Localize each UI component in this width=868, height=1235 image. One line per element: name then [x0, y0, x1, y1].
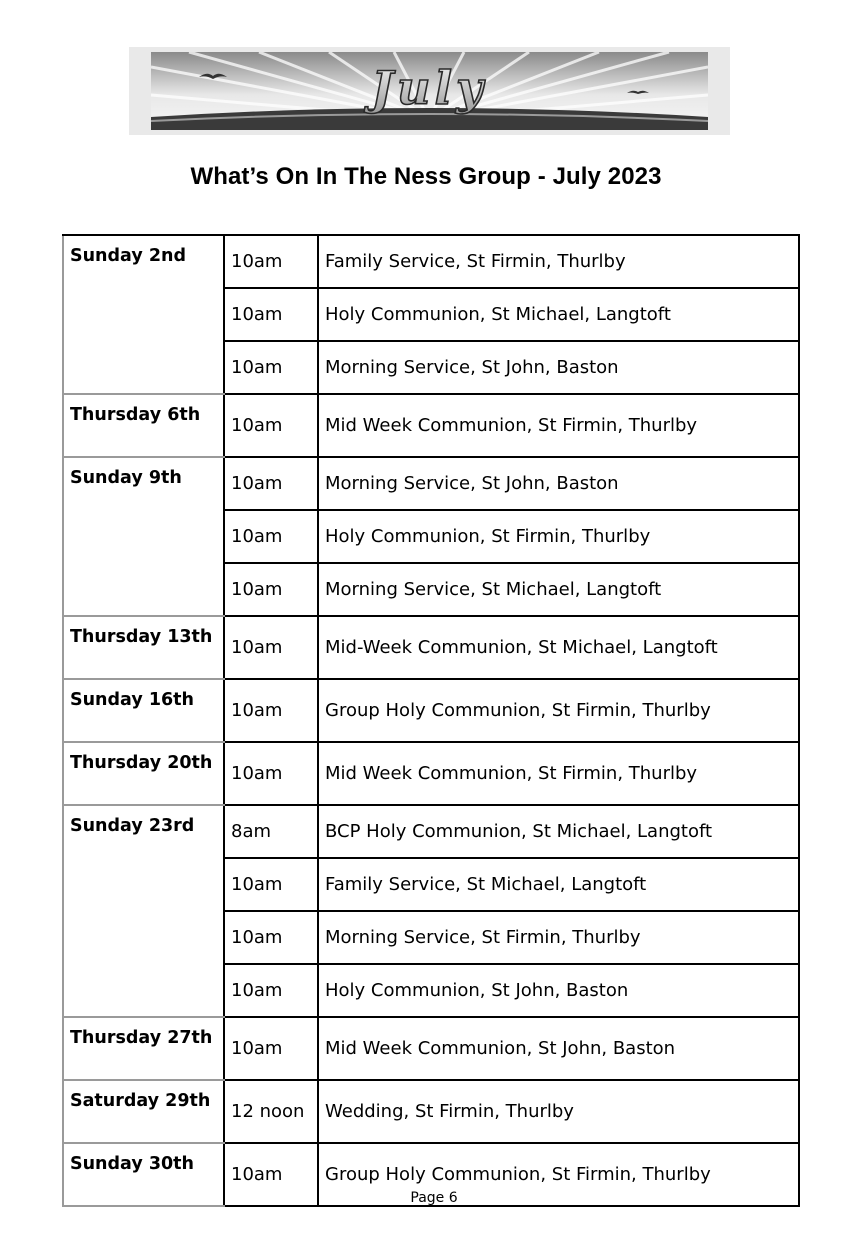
- time-cell: 10am: [224, 563, 318, 616]
- services-table: [62, 234, 800, 1207]
- time-cell: 10am: [224, 679, 318, 742]
- day-cell: Thursday 20th: [63, 742, 224, 805]
- table-row: [63, 394, 799, 457]
- table-row: [63, 1080, 799, 1143]
- day-cell: Sunday 9th: [63, 457, 224, 616]
- july-banner: [129, 47, 730, 135]
- event-cell: Morning Service, St John, Baston: [318, 457, 799, 510]
- table-row: [63, 616, 799, 679]
- event-cell: Wedding, St Firmin, Thurlby: [318, 1080, 799, 1143]
- event-cell: Mid Week Communion, St Firmin, Thurlby: [318, 394, 799, 457]
- time-cell: 10am: [224, 510, 318, 563]
- time-cell: 10am: [224, 911, 318, 964]
- day-cell: Thursday 6th: [63, 394, 224, 457]
- day-cell: Saturday 29th: [63, 1080, 224, 1143]
- event-cell: Mid Week Communion, St John, Baston: [318, 1017, 799, 1080]
- event-cell: Morning Service, St Michael, Langtoft: [318, 563, 799, 616]
- time-cell: 10am: [224, 288, 318, 341]
- time-cell: 10am: [224, 616, 318, 679]
- event-cell: Holy Communion, St Firmin, Thurlby: [318, 510, 799, 563]
- event-cell: Family Service, St Michael, Langtoft: [318, 858, 799, 911]
- table-row: [63, 457, 799, 510]
- time-cell: 8am: [224, 805, 318, 858]
- time-cell: 10am: [224, 457, 318, 510]
- page-title: What’s On In The Ness Group - July 2023: [190, 163, 662, 190]
- time-cell: 10am: [224, 1017, 318, 1080]
- time-cell: 12 noon: [224, 1080, 318, 1143]
- day-cell: Sunday 30th: [63, 1143, 224, 1206]
- time-cell: 10am: [224, 742, 318, 805]
- time-cell: 10am: [224, 235, 318, 288]
- event-cell: Family Service, St Firmin, Thurlby: [318, 235, 799, 288]
- event-cell: Holy Communion, St John, Baston: [318, 964, 799, 1017]
- event-cell: Group Holy Communion, St Firmin, Thurlby: [318, 679, 799, 742]
- table-row: [63, 679, 799, 742]
- table-row: [63, 742, 799, 805]
- event-cell: Group Holy Communion, St Firmin, Thurlby: [318, 1143, 799, 1206]
- table-row: [63, 235, 799, 288]
- event-cell: Morning Service, St John, Baston: [318, 341, 799, 394]
- time-cell: 10am: [224, 341, 318, 394]
- banner-month-text: July: [371, 61, 487, 115]
- page-number: Page 6: [410, 1190, 458, 1206]
- day-cell: Sunday 16th: [63, 679, 224, 742]
- services-table-body: [63, 235, 799, 1206]
- event-cell: BCP Holy Communion, St Michael, Langtoft: [318, 805, 799, 858]
- table-row: [63, 1017, 799, 1080]
- time-cell: 10am: [224, 394, 318, 457]
- event-cell: Mid Week Communion, St Firmin, Thurlby: [318, 742, 799, 805]
- day-cell: Sunday 23rd: [63, 805, 224, 1017]
- event-cell: Morning Service, St Firmin, Thurlby: [318, 911, 799, 964]
- day-cell: Thursday 13th: [63, 616, 224, 679]
- time-cell: 10am: [224, 858, 318, 911]
- event-cell: Mid-Week Communion, St Michael, Langtoft: [318, 616, 799, 679]
- day-cell: Sunday 2nd: [63, 235, 224, 394]
- event-cell: Holy Communion, St Michael, Langtoft: [318, 288, 799, 341]
- table-row: [63, 805, 799, 858]
- time-cell: 10am: [224, 964, 318, 1017]
- time-cell: 10am: [224, 1143, 318, 1206]
- day-cell: Thursday 27th: [63, 1017, 224, 1080]
